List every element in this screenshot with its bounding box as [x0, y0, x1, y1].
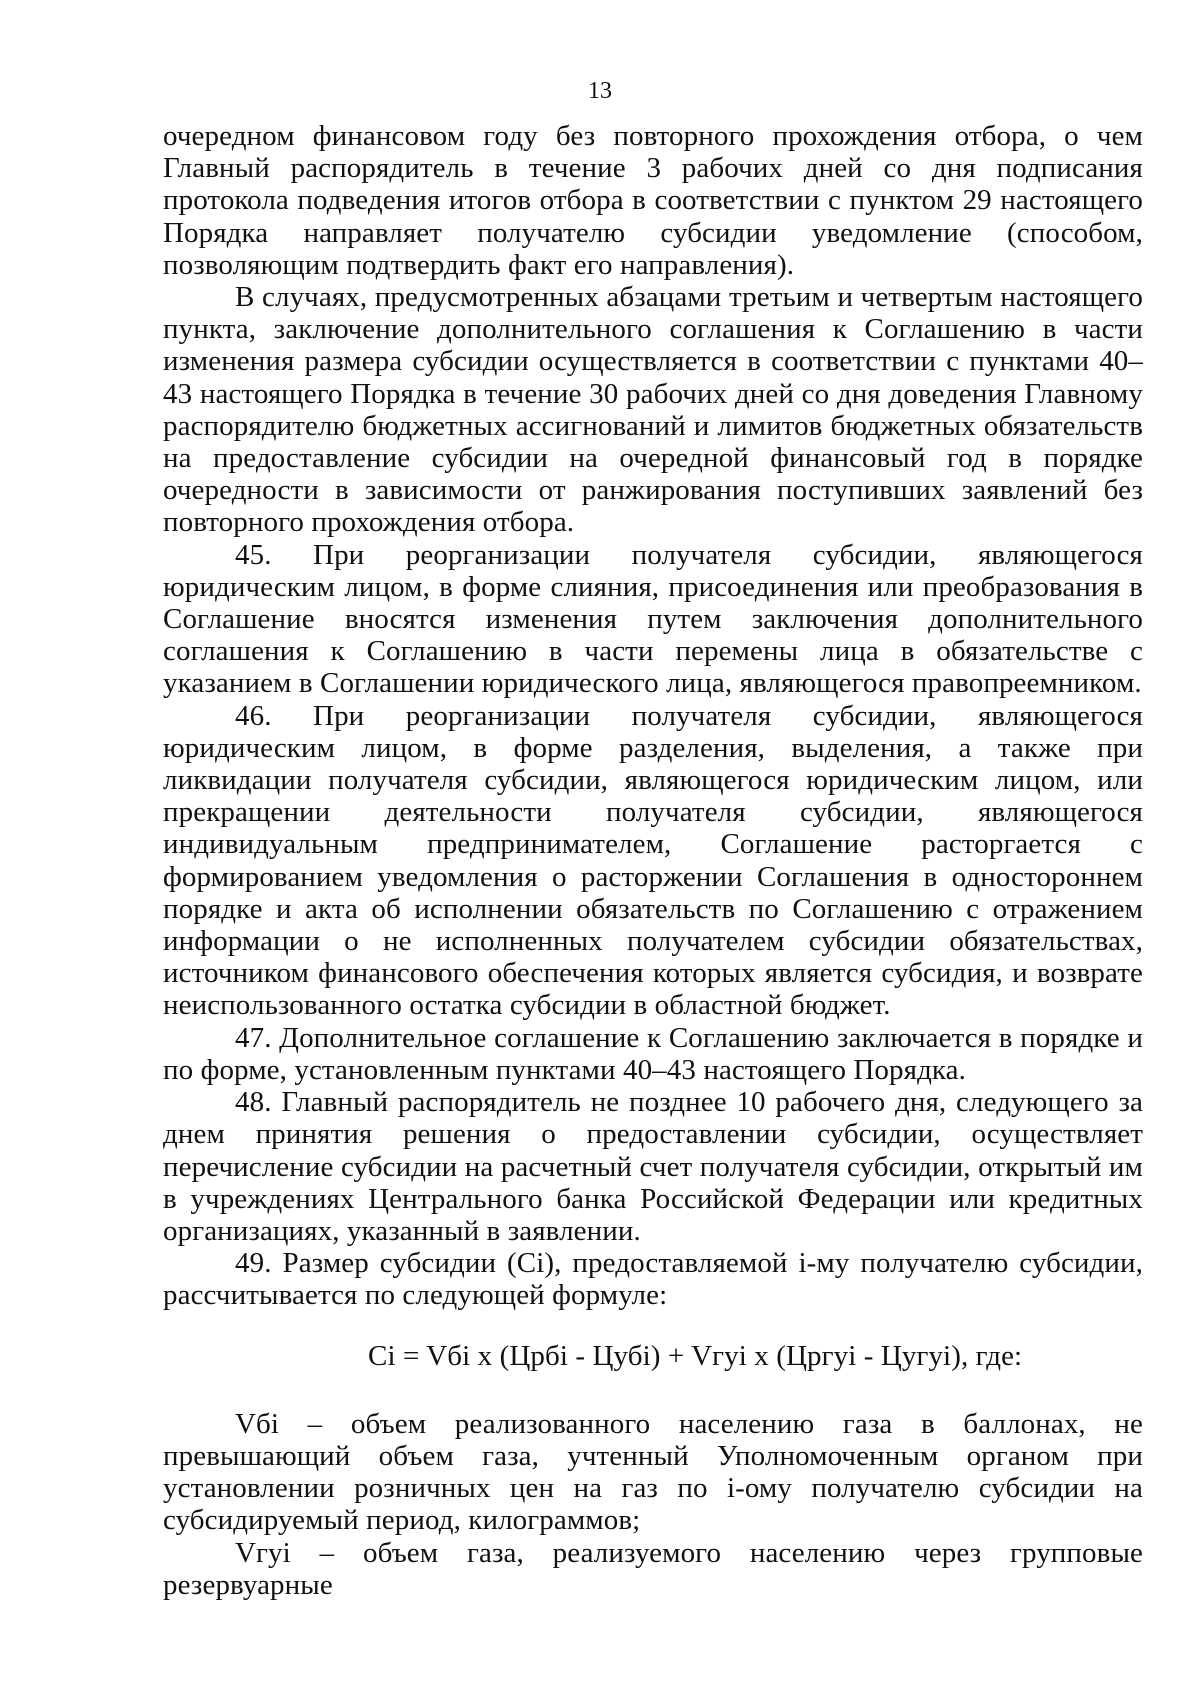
page-number: 13 [588, 78, 612, 104]
definition-vgui: Vгуi – объем газа, реализуемого населению через групповые резервуарные [163, 1536, 1143, 1601]
paragraph-46: 46. При реорганизации получателя субсидии, являющегося юридическим лицом, в форме разделения, выделения, а также при ликвидации получателя субсидии, являющегося юридическим лицом, или прекращении деятельности получателя субсидии, являющегося индивидуальным предпринимателем, Соглашение расторгается с формированием уведомления о расторжении Соглашения в одностороннем порядке и акта об исполнении обязательств по Соглашению с отражением информации о не исполненных получателем субсидии обязательствах, источником финансового обеспечения которых является субсидия, и возврате неиспользованного остатка субсидии в областной бюджет. [163, 699, 1143, 1022]
definition-vbi: Vбi – объем реализованного населению газа в баллонах, не превышающий объем газа, учтенный Уполномоченным органом при установлении розничных цен на газ по i-ому получателю субсидии на субсидируемый период, килограммов; [163, 1407, 1143, 1537]
paragraph-cases: В случаях, предусмотренных абзацами третьим и четвертым настоящего пункта, заключение дополнительного соглашения к Соглашению в части изменения размера субсидии осуществляется в соответствии с пунктами 40–43 настоящего Порядка в течение 30 рабочих дней со дня доведения Главному распорядителю бюджетных ассигнований и лимитов бюджетных обязательств на предоставление субсидии на очередной финансовый год в порядке очередности в зависимости от ранжирования поступивших заявлений без повторного прохождения отбора. [163, 281, 1143, 539]
paragraph-47: 47. Дополнительное соглашение к Соглашению заключается в порядке и по форме, установленным пунктами 40–43 настоящего Порядка. [163, 1021, 1143, 1086]
paragraph-49: 49. Размер субсидии (Сi), предоставляемой i-му получателю субсидии, рассчитывается по следующей формуле: [163, 1247, 1143, 1312]
paragraph-continuation: очередном финансовом году без повторного прохождения отбора, о чем Главный распорядитель в течение 3 рабочих дней со дня подписания протокола подведения итогов отбора в соответствии с пунктом 29 настоящего Порядка направляет получателю субсидии уведомление (способом, позволяющим подтвердить факт его направления). [163, 120, 1143, 281]
paragraph-45: 45. При реорганизации получателя субсидии, являющегося юридическим лицом, в форме слияния, присоединения или преобразования в Соглашение вносятся изменения путем заключения дополнительного соглашения к Соглашению в части перемены лица в обязательстве с указанием в Соглашении юридического лица, являющегося правопреемником. [163, 538, 1143, 700]
subsidy-formula: Сi = Vбi x (Црбi - Цубi) + Vгуi x (Цргуi - Цугуi), где: [368, 1339, 1023, 1372]
document-body [163, 120, 1143, 1601]
paragraph-48: 48. Главный распорядитель не позднее 10 рабочего дня, следующего за днем принятия решения о предоставлении субсидии, осуществляет перечисление субсидии на расчетный счет получателя субсидии, открытый им в учреждениях Центрального банка Российской Федерации или кредитных организациях, указанный в заявлении. [163, 1086, 1143, 1247]
